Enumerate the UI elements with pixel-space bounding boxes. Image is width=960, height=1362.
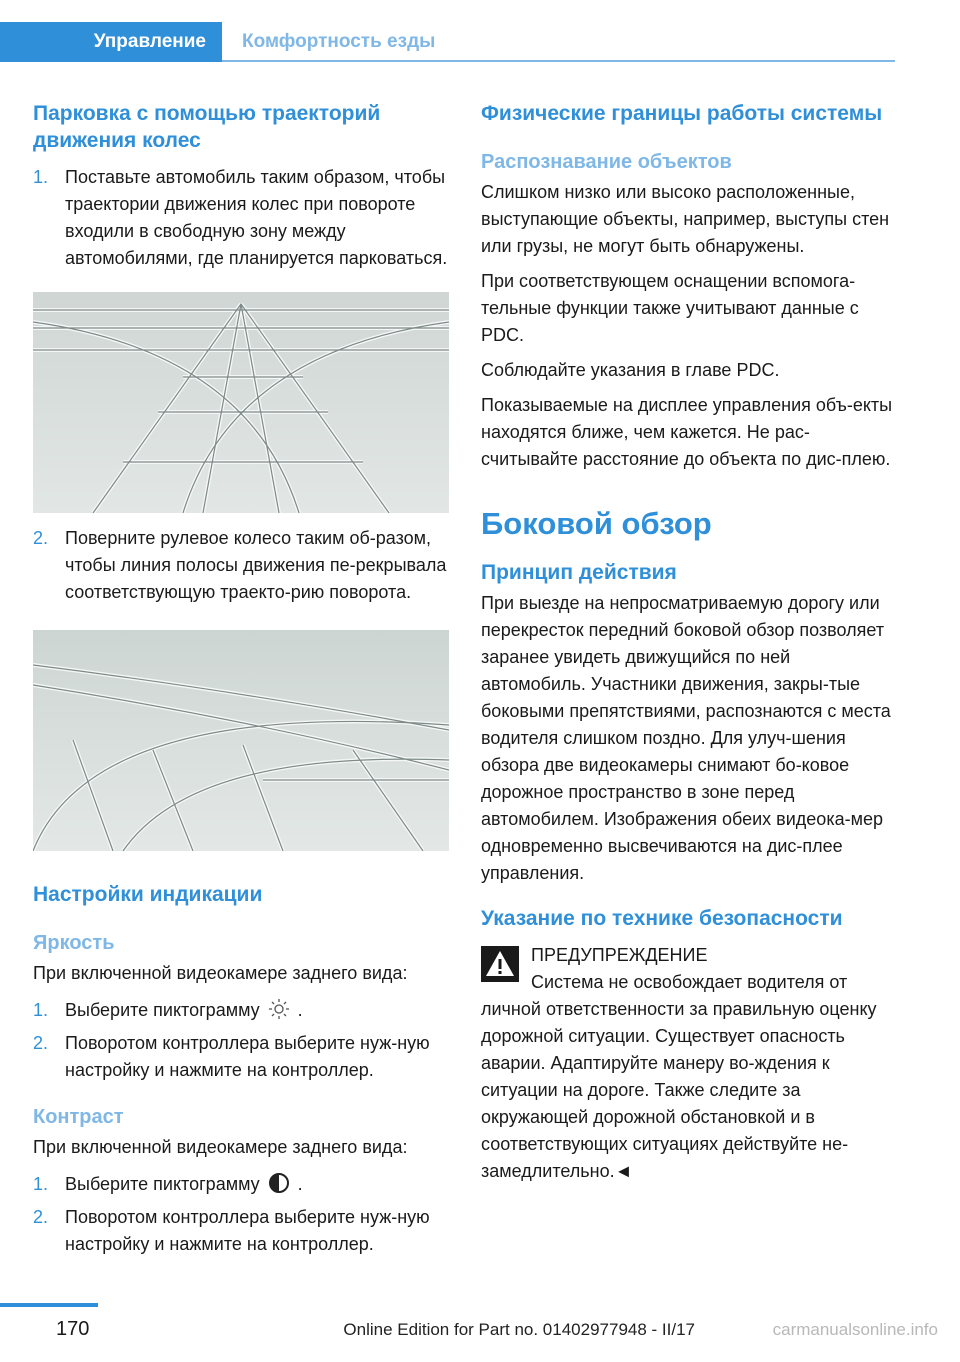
recognition-paragraph: Показываемые на дисплее управления объ-екты находятся ближе, чем кажется. Не рас-считывайте расстояние до объекта по дис-плею. bbox=[481, 395, 893, 469]
step-text: Выберите пиктограмму bbox=[65, 1174, 260, 1194]
parking-step-1 bbox=[33, 164, 449, 272]
edition-note: Online Edition for Part no. 01402977948 - II/17 bbox=[343, 1320, 695, 1339]
header-rule bbox=[222, 60, 895, 62]
footer-rule bbox=[0, 1303, 98, 1307]
warning-body: личной ответственности за правильную оценку дорожной ситуации. Существует опасность аварии. Адаптируйте манеру во-ждения к ситуации на дороге. Также следите за окружающей дорожной обстановкой и в соответствующих ситуациях действуйте не-замедлительно.◄ bbox=[481, 999, 877, 1181]
step-number: 2. bbox=[33, 528, 49, 548]
brightness-intro: При включенной видеокамере заднего вида: bbox=[33, 963, 408, 983]
step-text: Поставьте автомобиль таким образом, чтобы траектории движения колес при повороте входили в свободную зону между автомобилями, где планируется парковаться. bbox=[65, 167, 448, 268]
object-recognition-heading: Распознавание объектов bbox=[481, 151, 732, 173]
step-text: Поворотом контроллера выберите нуж-ную настройку и нажмите на контроллер. bbox=[65, 1033, 430, 1080]
step-number: 1. bbox=[33, 1000, 49, 1020]
steering-lane-figure bbox=[33, 630, 449, 851]
system-limits-heading: Физические границы работы системы bbox=[481, 102, 883, 125]
brightness-step-1 bbox=[33, 997, 449, 1024]
brightness-step-2 bbox=[33, 1030, 449, 1084]
step-text: Поверните рулевое колесо таким об-разом, чтобы линия полосы движения пе-рекрывала соответствующую траекто-рию поворота. bbox=[65, 528, 447, 602]
step-text-end: . bbox=[297, 1000, 303, 1020]
header-tabs bbox=[0, 22, 895, 62]
page-number: 170 bbox=[56, 1318, 90, 1340]
tab-control: Управление bbox=[0, 22, 222, 62]
brightness-heading: Яркость bbox=[33, 932, 115, 954]
step-number: 2. bbox=[33, 1207, 49, 1227]
contrast-step-1 bbox=[33, 1171, 449, 1198]
warning-title: ПРЕДУПРЕЖДЕНИЕ bbox=[531, 945, 708, 965]
step-text-end: . bbox=[297, 1174, 303, 1194]
step-text: Выберите пиктограмму bbox=[65, 1000, 260, 1020]
recognition-paragraph: При соответствующем оснащении вспомога-тельные функции также учитывают данные с PDC. bbox=[481, 271, 859, 345]
recognition-paragraph: Соблюдайте указания в главе PDC. bbox=[481, 360, 780, 380]
right-column bbox=[481, 100, 897, 1185]
tab-driving-comfort: Комфортность езды bbox=[242, 31, 436, 52]
steering-lane-graphic bbox=[33, 630, 449, 851]
contrast-intro: При включенной видеокамере заднего вида: bbox=[33, 1137, 408, 1157]
step-text: Поворотом контроллера выберите нуж-ную настройку и нажмите на контроллер. bbox=[65, 1207, 430, 1254]
warning-block bbox=[481, 942, 897, 996]
principle-heading: Принцип действия bbox=[481, 561, 677, 584]
parking-heading: Парковка с помощью траекторий движения колес bbox=[33, 102, 381, 152]
step-number: 1. bbox=[33, 167, 49, 187]
recognition-paragraph: Слишком низко или высоко расположенные, выступающие объекты, например, выступы стен или грузы, не могут быть обнаружены. bbox=[481, 182, 890, 256]
contrast-step-2 bbox=[33, 1204, 449, 1258]
warning-first-line: Система не освобождает водителя от bbox=[531, 972, 848, 992]
site-watermark: carmanualsonline.info bbox=[772, 1320, 938, 1339]
sun-brightness-icon bbox=[268, 998, 290, 1020]
warning-triangle-icon bbox=[481, 946, 519, 982]
safety-heading: Указание по технике безопасности bbox=[481, 907, 843, 930]
wheel-path-lines-figure bbox=[33, 292, 449, 513]
side-view-heading: Боковой обзор bbox=[481, 506, 712, 541]
wheel-path-lines-graphic bbox=[33, 292, 449, 513]
contrast-heading: Контраст bbox=[33, 1106, 124, 1128]
display-settings-heading: Настройки индикации bbox=[33, 883, 263, 906]
parking-step-2 bbox=[33, 525, 449, 606]
contrast-icon bbox=[268, 1172, 290, 1194]
step-number: 2. bbox=[33, 1033, 49, 1053]
left-column bbox=[33, 100, 449, 1258]
principle-paragraph: При выезде на непросматриваемую дорогу или перекресток передний боковой обзор позволяет заранее увидеть движущийся по ней автомобиль. Участники движения, закры-тые боковыми препятствиями, распознаются с места водителя слишком поздно. Для улуч-шения обзора две видеокамеры снимают бо-ковое дорожное пространство в зоне перед автомобилем. Изображения обеих видеока-мер одновременно высвечиваются на дис-плее управления. bbox=[481, 593, 891, 883]
step-number: 1. bbox=[33, 1174, 49, 1194]
